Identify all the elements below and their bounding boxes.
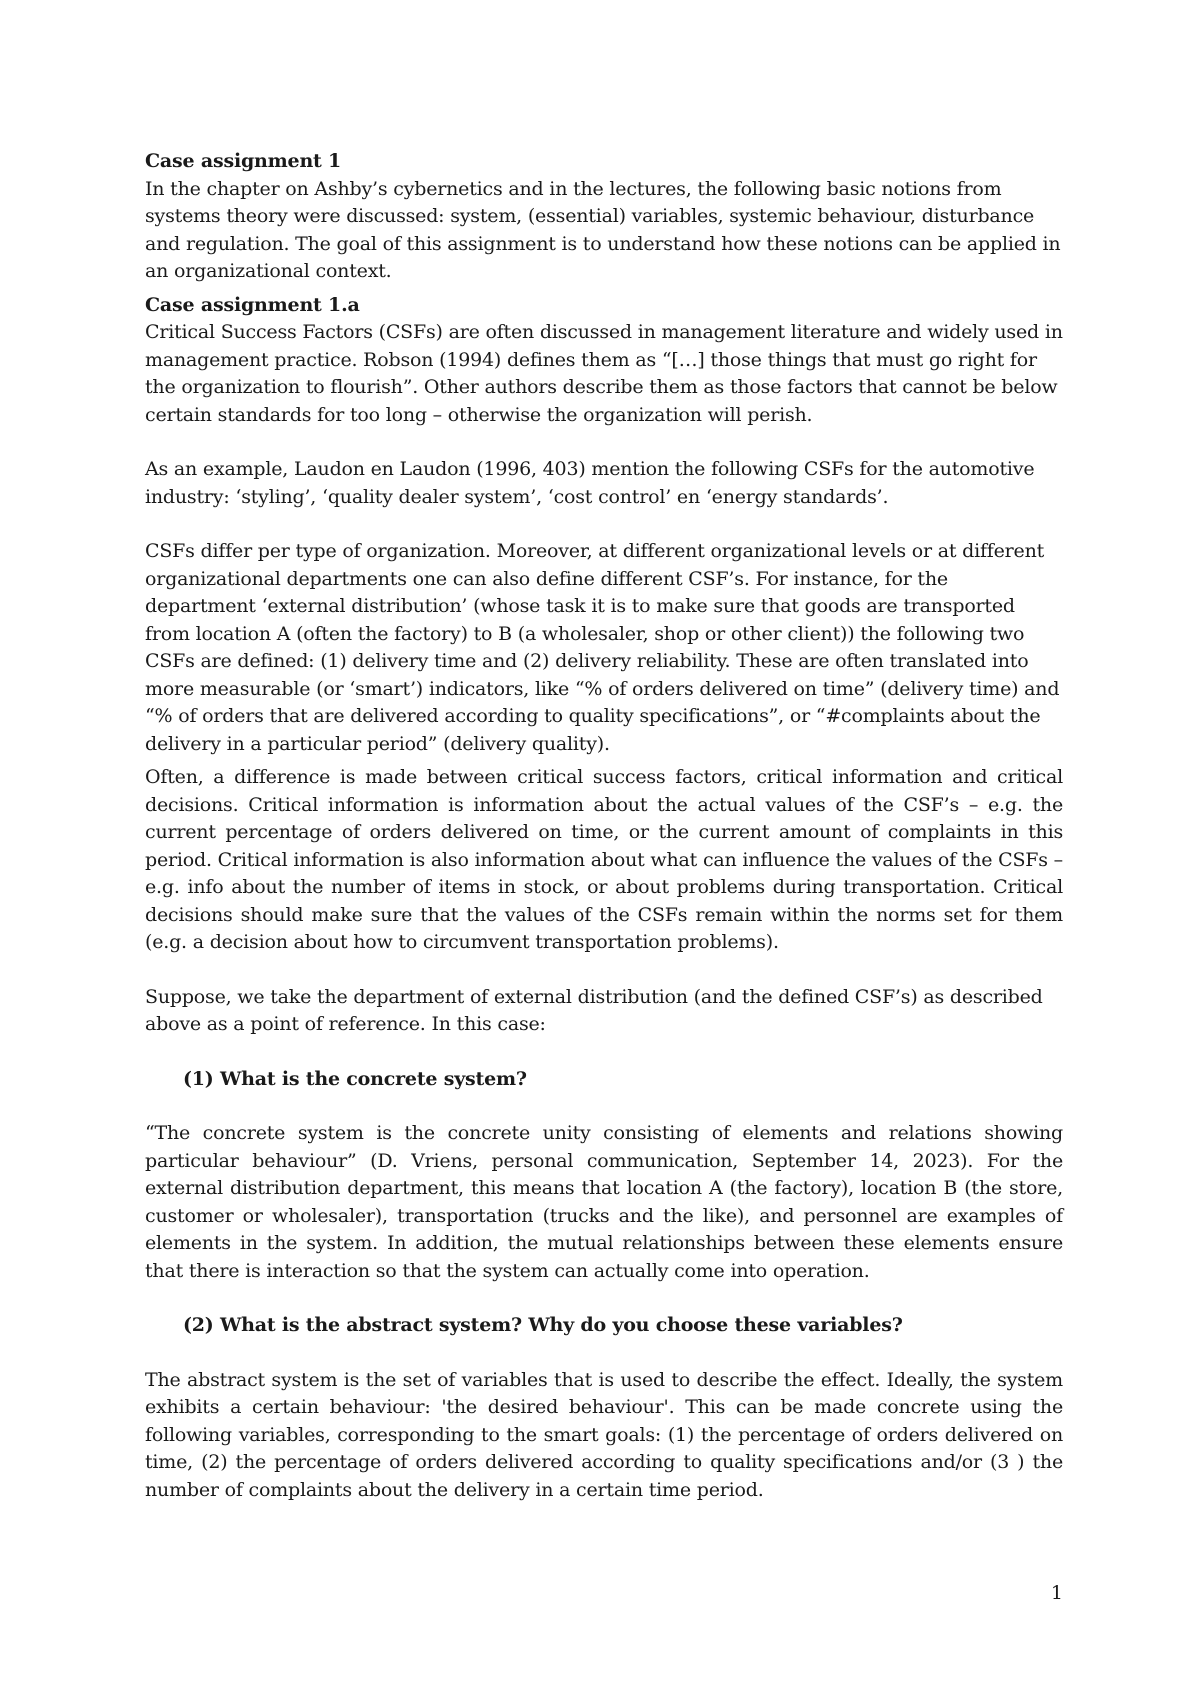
paragraph-csf-definition: Critical Success Factors (CSFs) are often discussed in management literature and widely used in management practice. Robson (1994) defines them as “[…] those things that must go right for the organization to flourish”. Other authors describe them as those factors that cannot be below certain standards for too long – otherwise the organization will perish. — [145, 321, 1063, 426]
document-body — [145, 148, 1063, 1504]
heading-case-assignment-1a: Case assignment 1.a — [145, 293, 360, 316]
page-number: 1 — [1050, 1582, 1063, 1604]
answer-2: The abstract system is the set of variables that is used to describe the effect. Ideally, the system exhibits a certain behaviour: 'the desired behaviour'. This can be made concrete using the following variables, corresponding to the smart goals: (1) the percentage of orders delivered on time, (2) the percentage of orders delivered according to quality specifications and/or (3 ) the number of complaints about the delivery in a certain time period. — [145, 1368, 1063, 1501]
paragraph-intro: In the chapter on Ashby’s cybernetics and in the lectures, the following basic notions from systems theory were discussed: system, (essential) variables, systemic behaviour, disturbance and regulation. The goal of this assignment is to understand how these notions can be applied in an organizational context. — [145, 177, 1061, 282]
heading-case-assignment-1: Case assignment 1 — [145, 150, 342, 172]
answer-1: “The concrete system is the concrete unity consisting of elements and relations showing particular behaviour” (D. Vriens, personal communication, September 14, 2023). For the external distribution department, this means that location A (the factory), location B (the store, customer or wholesaler), transportation (trucks and the like), and personnel are examples of elements in the system. In addition, the mutual relationships between these elements ensure that there is interaction so that the system can actually come into operation. — [145, 1122, 1063, 1282]
paragraph-critical-information: Often, a difference is made between critical success factors, critical information and critical decisions. Critical information is information about the actual values of the CSF’s – e.g. the current percentage of orders delivered on time, or the current amount of complaints in this period. Critical information is also information about what can influence the values of the CSFs – e.g. info about the number of items in stock, or about problems during transportation. Critical decisions should make sure that the values of the CSFs remain within the norms set for them (e.g. a decision about how to circumvent transportation problems). — [145, 766, 1063, 953]
paragraph-csf-example: As an example, Laudon en Laudon (1996, 403) mention the following CSFs for the automotive industry: ‘styling’, ‘quality dealer system’, ‘cost control’ en ‘energy standards’. — [145, 458, 1035, 508]
paragraph-csf-differ: CSFs differ per type of organization. Moreover, at different organizational levels or at different organizational departments one can also define different CSF’s. For instance, for the department ‘external distribution’ (whose task it is to make sure that goods are transported from location A (often the factory) to B (a wholesaler, shop or other client)) the following two CSFs are defined: (1) delivery time and (2) delivery reliability. These are often translated into more measurable (or ‘smart’) indicators, like “% of orders delivered on time” (delivery time) and “% of orders that are delivered according to quality specifications”, or “#complaints about the delivery in a particular period” (delivery quality). — [145, 540, 1060, 755]
question-2: (2) What is the abstract system? Why do you choose these variables? — [183, 1314, 903, 1336]
question-1: (1) What is the concrete system? — [183, 1067, 527, 1090]
paragraph-suppose: Suppose, we take the department of external distribution (and the defined CSF’s) as described above as a point of reference. In this case: — [145, 985, 1043, 1035]
